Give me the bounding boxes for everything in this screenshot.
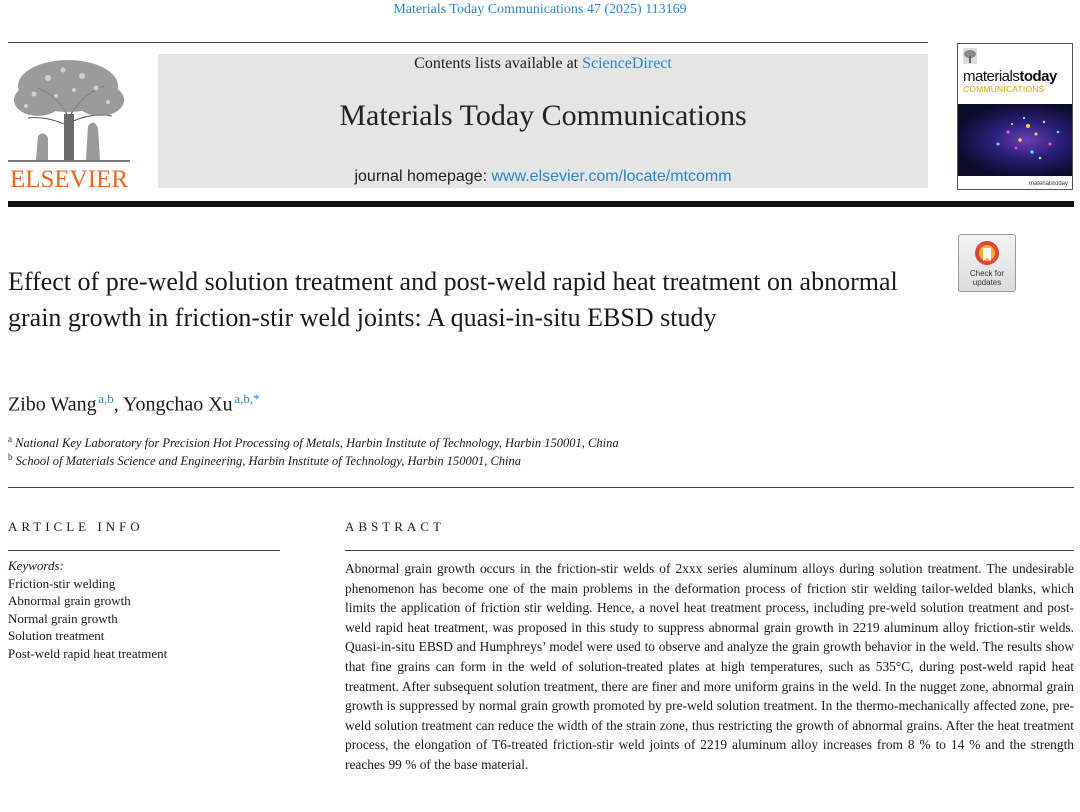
author-separator: ,: [113, 393, 124, 416]
author-list: [8, 391, 260, 417]
abstract-rule: [345, 550, 1074, 551]
affiliation-text: National Key Laboratory for Precision Hot Processing of Metals, Harbin Institute of Technology, Harbin 150001, China: [15, 436, 619, 451]
check-updates-line1: Check for: [969, 269, 1005, 278]
affiliation-b: [8, 452, 521, 469]
check-updates-label: [959, 269, 1015, 287]
sciencedirect-link[interactable]: ScienceDirect: [582, 55, 672, 72]
header-thick-rule: [8, 201, 1074, 207]
affiliation-mark: a: [8, 434, 12, 444]
elsevier-wordmark: ELSEVIER: [9, 166, 129, 193]
journal-cover[interactable]: [957, 43, 1073, 190]
cover-wordmark-light: materials: [963, 68, 1020, 85]
article-info-rule: [8, 550, 280, 551]
author-affiliation-mark[interactable]: a,b,*: [234, 391, 260, 406]
cover-artwork: [958, 104, 1072, 176]
cover-particles-icon: [958, 104, 1072, 176]
bookmark-ribbon-icon: [974, 240, 1000, 268]
homepage-line: [158, 168, 928, 186]
affiliations-rule: [8, 487, 1074, 488]
journal-homepage-link[interactable]: www.elsevier.com/locate/mtcomm: [491, 168, 732, 185]
keywords-label: Keywords:: [8, 558, 64, 573]
article-info-heading: ARTICLE INFO: [8, 519, 144, 534]
cover-wordmark-bold: today: [1019, 68, 1057, 85]
keyword-item: Post-weld rapid heat treatment: [8, 645, 168, 661]
keyword-item: Solution treatment: [8, 628, 105, 643]
keyword-item: Normal grain growth: [8, 610, 118, 626]
header-rule: [8, 42, 928, 43]
affiliation-a: [8, 434, 619, 451]
author-affiliation-mark[interactable]: a,b: [98, 391, 114, 406]
elsevier-mini-logo-icon: [963, 48, 977, 64]
cover-subtitle: COMMUNICATIONS: [963, 84, 1045, 94]
homepage-prefix: journal homepage:: [354, 168, 492, 185]
cover-wordmark: [963, 68, 1057, 85]
keywords-block: [8, 557, 167, 662]
journal-title[interactable]: Materials Today Communications: [339, 99, 747, 132]
keyword-item: Abnormal grain growth: [8, 593, 131, 608]
cover-footer: materialstoday: [1028, 181, 1068, 187]
contents-line: [158, 55, 928, 73]
affiliation-mark: b: [8, 452, 13, 462]
affiliation-text: School of Materials Science and Engineering, Harbin Institute of Technology, Harbin 150001, China: [15, 454, 522, 469]
elsevier-tree-icon: [8, 56, 130, 164]
keyword-item: Friction-stir welding: [8, 575, 116, 591]
abstract-heading: ABSTRACT: [345, 519, 445, 534]
author-name[interactable]: Zibo Wang: [8, 393, 97, 416]
journal-citation[interactable]: Materials Today Communications 47 (2025) 113169: [393, 2, 687, 17]
check-for-updates-button[interactable]: [958, 234, 1016, 292]
author-name[interactable]: Yongchao Xu: [123, 393, 233, 416]
contents-prefix: Contents lists available at: [414, 55, 583, 72]
check-updates-line2: updates: [972, 278, 1002, 287]
elsevier-logo[interactable]: [8, 56, 130, 192]
article-title: Effect of pre-weld solution treatment and post-weld rapid heat treatment on abnormal grain growth in friction-stir weld joints: A quasi-in-situ EBSD study: [8, 267, 898, 332]
abstract-text: Abnormal grain growth occurs in the friction-stir welds of 2xxx series aluminum alloys during solution treatment. The undesirable phenomenon has become one of the main problems in the deformation process of friction stir welding tailor-welded blanks, which limits the application of friction stir welding. Hence, a novel heat treatment process, including pre-weld solution treatment and post-weld rapid heat treatment, was proposed in this study to suppress abnormal grain growth in 2219 aluminum alloy friction-stir welds. Quasi-in-situ EBSD and Humphreys’ model were used to observe and analyze the grain growth behavior in the weld. The results show that fine grains can form in the weld of solution-treated plates at high temperatures, such as 535°C, during post-weld rapid heat treatment. After subsequent solution treatment, there are finer and more uniform grains in the weld. In the nugget zone, abnormal grain growth is suppressed by normal grain growth promoted by pre-weld solution treatment. In the thermo-mechanically affected zone, pre-weld solution treatment can reduce the width of the strain zone, thus restricting the growth of abnormal grains. After the heat treatment process, the elongation of T6-treated friction-stir weld joints of 2219 aluminum alloy increases from 8 % to 14 % and the strength reaches 99 % of the base material.: [345, 561, 1074, 772]
